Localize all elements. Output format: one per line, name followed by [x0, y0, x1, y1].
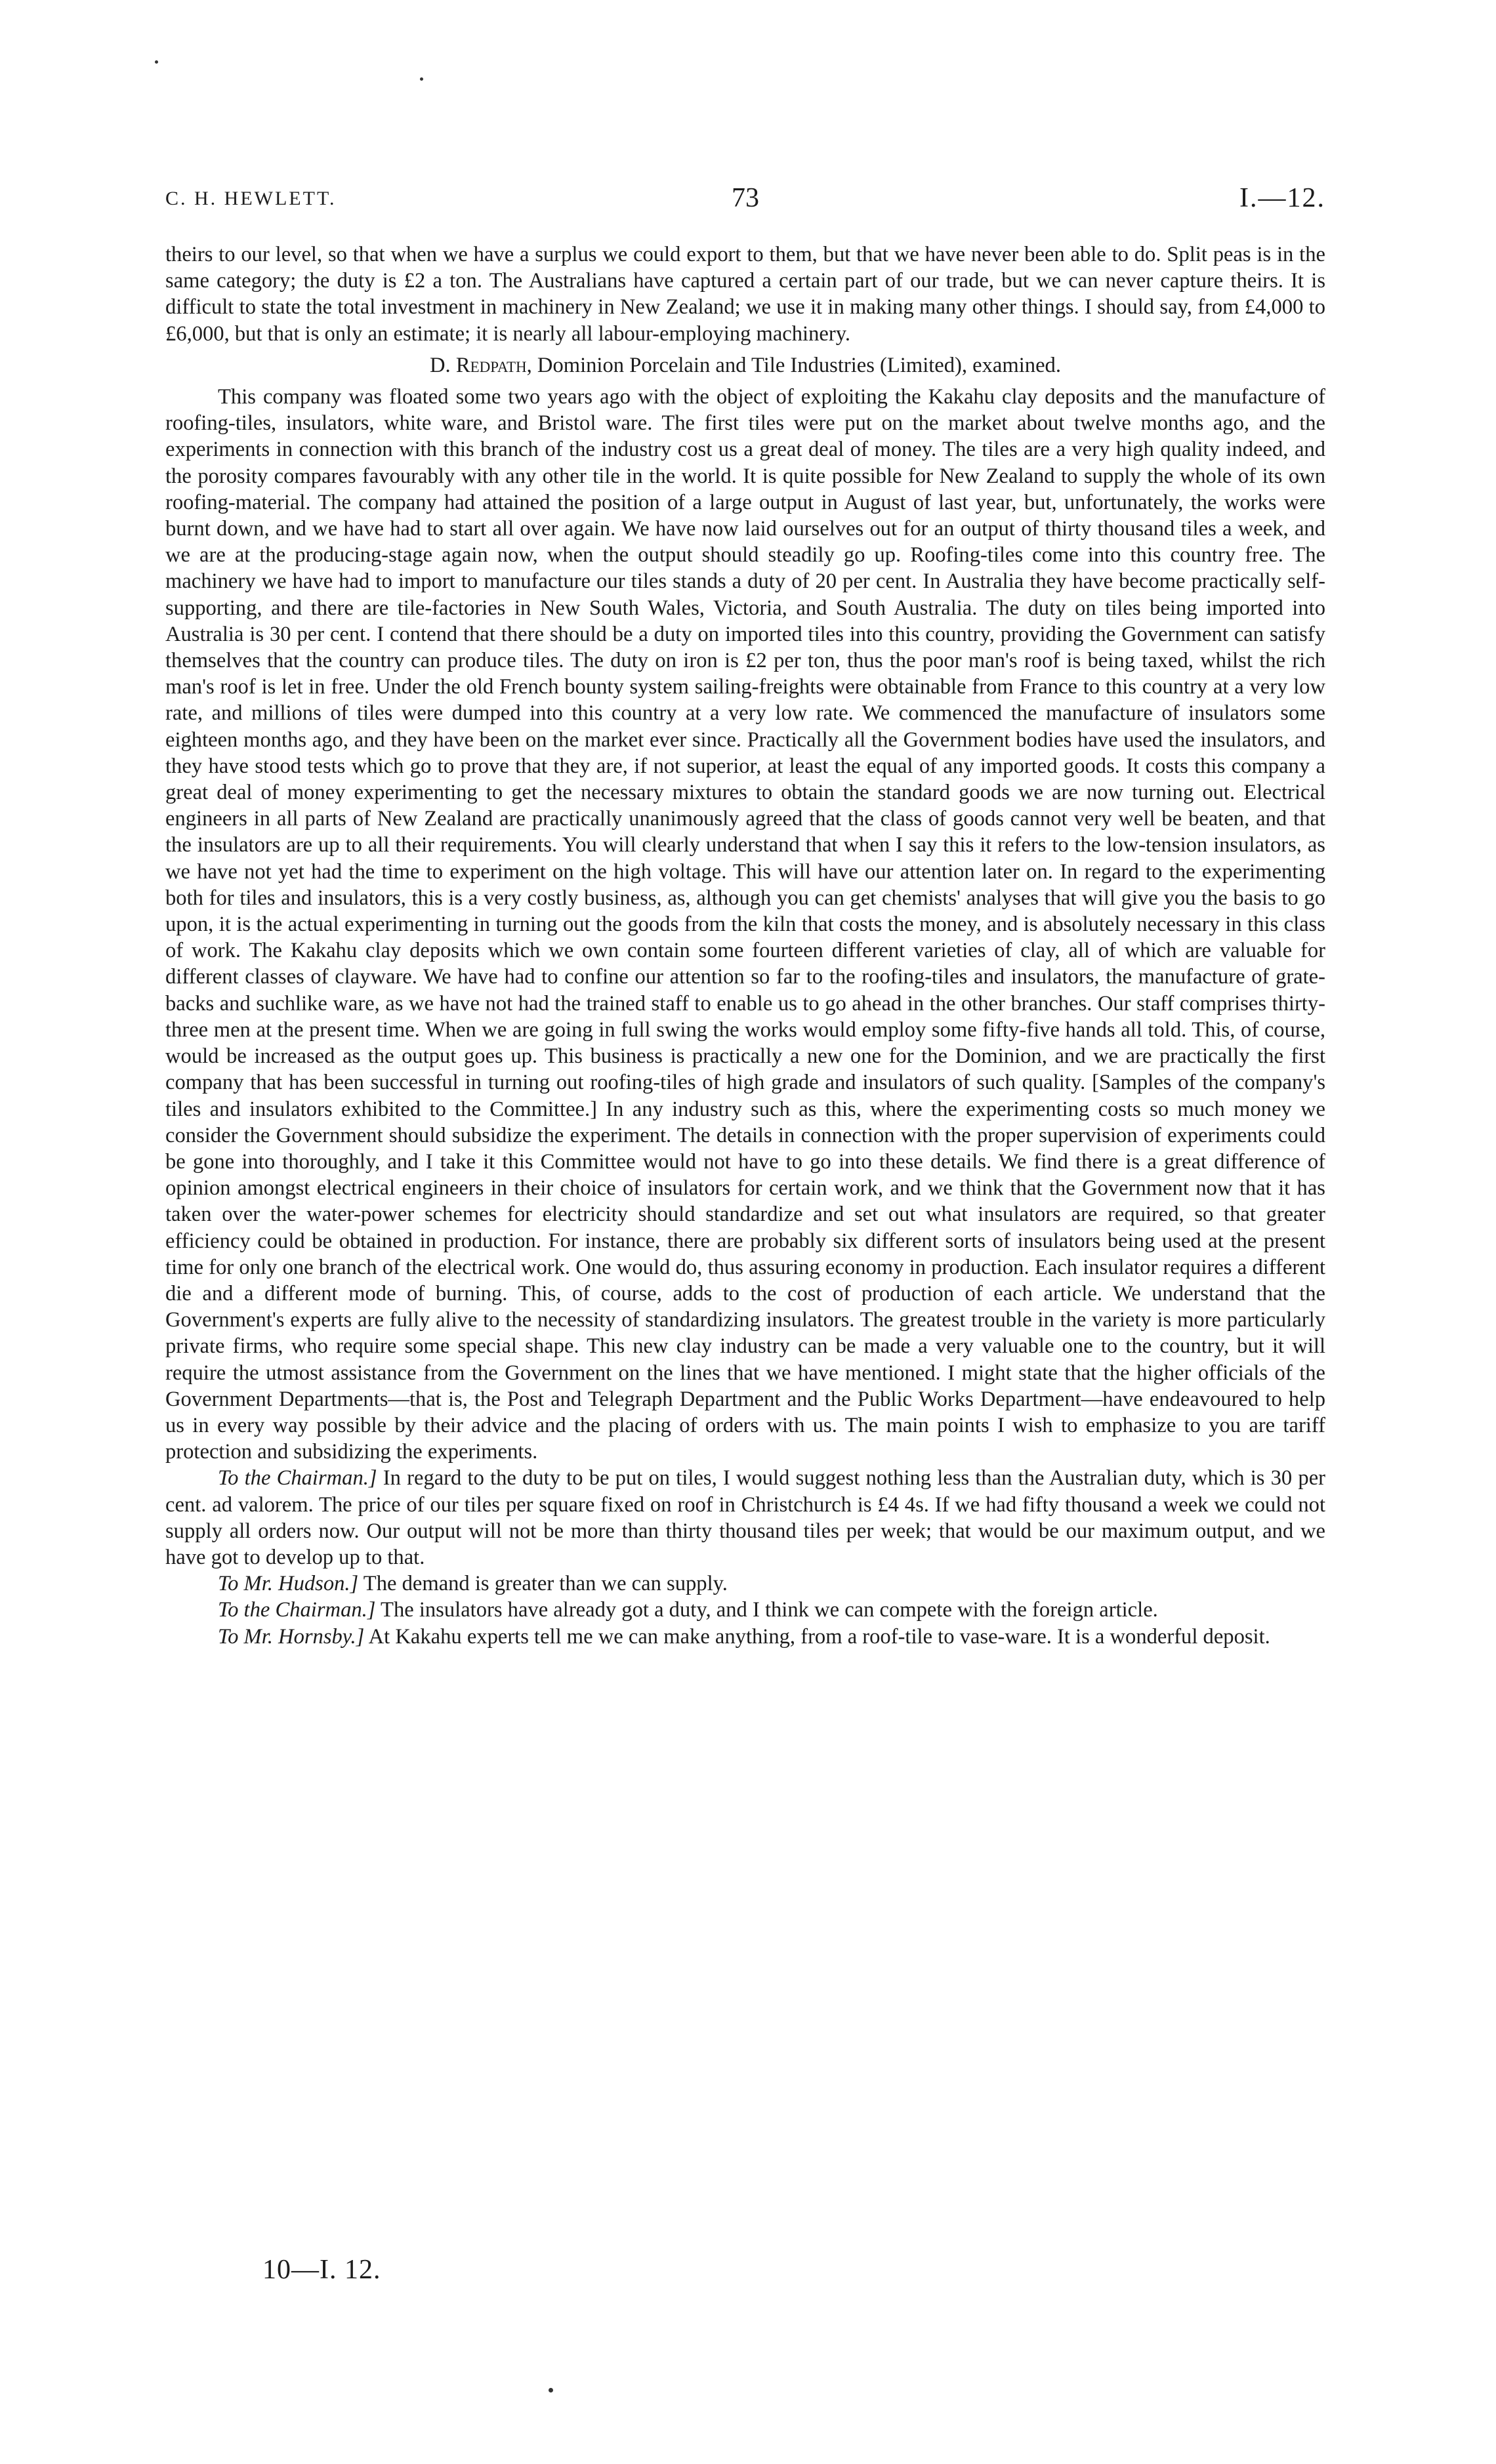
exchange-paragraph	[165, 1571, 1325, 1597]
exchange-text: The insulators have already got a duty, and I think we can compete with the foreign article.	[375, 1598, 1158, 1622]
page-header	[165, 182, 1325, 222]
exchange-speaker: To the Chairman.]	[218, 1598, 376, 1622]
exchange-speaker: To Mr. Hudson.]	[218, 1572, 359, 1596]
exchange-paragraph	[165, 1465, 1325, 1571]
exchange-text: In regard to the duty to be put on tiles, I would suggest nothing less than the Australian duty, which is 30 per cent. ad valorem. The price of our tiles per square fixed on roof in Christchurch is £4 4s. If we had fifty thousand a week we could not supply all orders now. Our output will not be more than thirty thousand tiles per week; that would be our maximum output, and we have got to develop up to that.	[165, 1466, 1326, 1569]
witness-heading	[165, 352, 1325, 379]
testimony-paragraph: This company was floated some two years ago with the object of exploiting the Kakahu clay deposits and the manufacture of roofing-tiles, insulators, white ware, and Bristol ware. The first tiles were put on the market about twelve months ago, and the experiments in connection with this branch of the industry cost us a great deal of money. The tiles are a very high quality indeed, and the porosity compares favourably with any other tile in the world. It is quite possible for New Zealand to supply the whole of its own roofing-material. The company had attained the position of a large output in August of last year, but, unfortunately, the works were burnt down, and we have had to start all over again. We have now laid ourselves out for an output of thirty thousand tiles a week, and we are at the producing-stage again now, when the output should steadily go up. Roofing-tiles come into this country free. The machinery we have had to import to manufacture our tiles stands a duty of 20 per cent. In Australia they have become practically self-supporting, and there are tile-factories in New South Wales, Victoria, and South Australia. The duty on tiles being imported into Australia is 30 per cent. I contend that there should be a duty on imported tiles into this country, providing the Government can satisfy themselves that the country can produce tiles. The duty on iron is £2 per ton, thus the poor man's roof is being taxed, whilst the rich man's roof is let in free. Under the old French bounty system sailing-freights were obtainable from France to this country at a very low rate, and millions of tiles were dumped into this country at a very low rate. We commenced the manufacture of insulators some eighteen months ago, and they have been on the market ever since. Practically all the Government bodies have used the insulators, and they have stood tests which go to prove that they are, if not superior, at least the equal of any imported goods. It costs this company a great deal of money experimenting to get the necessary mixtures to obtain the standard goods we are now turning out. Electrical engineers in all parts of New Zealand are practically unanimously agreed that the class of goods cannot very well be beaten, and that the insulators are up to all their requirements. You will clearly understand that when I say this it refers to the low-tension insulators, as we have not yet had the time to experiment on the high voltage. This will have our attention later on. In regard to the experimenting both for tiles and insulators, this is a very costly business, as, although you can get chemists' analyses that will give you the basis to go upon, it is the actual experimenting in turning out the goods from the kiln that costs the money, and is absolutely necessary in this class of work. The Kakahu clay deposits which we own contain some fourteen different varieties of clay, all of which are valuable for different classes of clayware. We have had to confine our attention so far to the roofing-tiles and insulators, the manufacture of grate-backs and suchlike ware, as we have not had the trained staff to enable us to go ahead in the other branches. Our staff comprises thirty-three men at the present time. When we are going in full swing the works would employ some fifty-five hands all told. This, of course, would be increased as the output goes up. This business is practically a new one for the Dominion, and we are practically the first company that has been successful in turning out roofing-tiles of high grade and insulators of such quality. [Samples of the company's tiles and insulators exhibited to the Committee.] In any industry such as this, where the experimenting costs so much money we consider the Government should subsidize the experiment. The details in connection with the proper supervision of experiments could be gone into thoroughly, and I take it this Committee would not have to go into these details. We find there is a great difference of opinion amongst electrical engineers in their choice of insulators for certain work, and we think that the Government now that it has taken over the water-power schemes for electricity should standardize and set out what insulators are required, so that greater efficiency could be obtained in production. For instance, there are probably six different sorts of insulators being used at the present time for only one branch of the electrical work. One would do, thus assuring economy in production. Each insulator requires a different die and a different mode of burning. This, of course, adds to the cost of production of each article. We understand that the Government's experts are fully alive to the necessity of standardizing insulators. The greatest trouble in the variety is more particularly private firms, who require some special shape. This new clay industry can be made a very valuable one to the country, but it will require the utmost assistance from the Government on the lines that we have mentioned. I might state that the higher officials of the Government Departments—that is, the Post and Telegraph Department and the Public Works Department—have endeavoured to help us in every way possible by their advice and the placing of orders with us. The main points I wish to emphasize to you are tariff protection and subsidizing the experiments.	[165, 385, 1325, 1464]
exchange-text: The demand is greater than we can supply.	[358, 1572, 728, 1596]
continued-paragraph: theirs to our level, so that when we have a surplus we could export to them, but that we have never been able to do. Split peas is in the same category; the duty is £2 a ton. The Australians have captured a certain part of our trade, but we can never capture theirs. It is difficult to state the total investment in machinery in New Zealand; we use it in making many other things. I should say, from £4,000 to £6,000, but that is only an estimate; it is nearly all labour-employing machinery.	[165, 243, 1325, 346]
exchange-text: At Kakahu experts tell me we can make anything, from a roof-tile to vase-ware. It is a wonderful deposit.	[364, 1624, 1270, 1649]
footer-signature: 10—I. 12.	[262, 2255, 381, 2285]
exchange-paragraph	[165, 1624, 1325, 1650]
scan-speck	[420, 77, 423, 81]
scan-speck	[155, 60, 158, 64]
header-witness-name: C. H. HEWLETT.	[165, 188, 337, 209]
scan-speck	[549, 2388, 553, 2392]
exchange-speaker: To Mr. Hornsby.]	[218, 1624, 365, 1649]
exchange-paragraph	[165, 1597, 1325, 1623]
witness-name: D. Redpath	[430, 353, 527, 377]
document-reference: I.—12.	[1239, 183, 1325, 213]
exchange-speaker: To the Chairman.]	[218, 1466, 377, 1490]
page-number: 73	[732, 183, 759, 213]
document-body	[165, 241, 1325, 1650]
witness-affiliation: , Dominion Porcelain and Tile Industries (Limited), examined.	[526, 353, 1061, 377]
